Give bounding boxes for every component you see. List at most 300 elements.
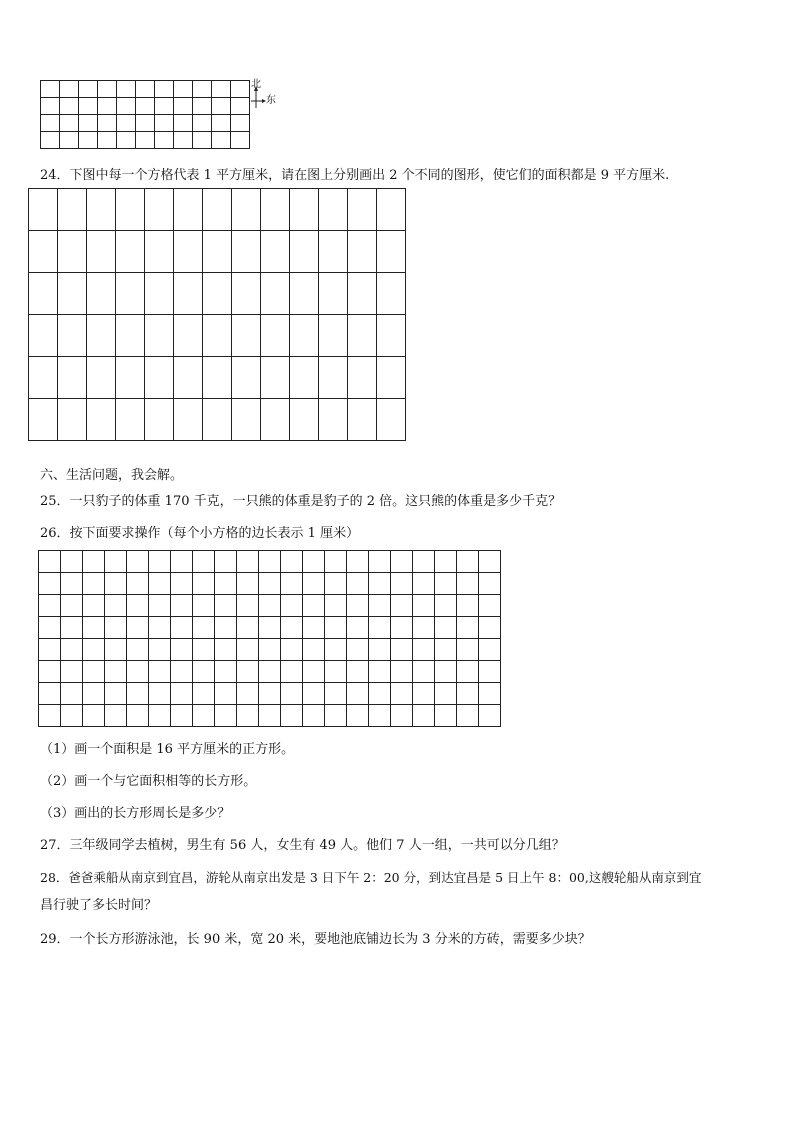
grid-cell: [127, 705, 149, 727]
grid-row: [39, 661, 501, 683]
grid-cell: [259, 595, 281, 617]
grid-cell: [58, 231, 87, 273]
grid-cell: [319, 399, 348, 441]
grid-cell: [215, 617, 237, 639]
grid-cell: [377, 315, 406, 357]
grid-cell: [215, 705, 237, 727]
grid-cell: [203, 399, 232, 441]
grid-cell: [193, 595, 215, 617]
grid-cell: [171, 705, 193, 727]
grid-row: [29, 189, 406, 231]
grid-cell: [290, 315, 319, 357]
grid-cell: [29, 357, 58, 399]
grid-cell: [319, 273, 348, 315]
grid-cell: [377, 273, 406, 315]
question-26: 26．按下面要求操作（每个小方格的边长表示 1 厘米）: [40, 526, 360, 541]
grid-cell: [237, 595, 259, 617]
grid-cell: [105, 617, 127, 639]
grid-cell: [149, 705, 171, 727]
grid-cell: [149, 683, 171, 705]
grid-row: [41, 98, 250, 115]
grid-cell: [347, 683, 369, 705]
grid-cell: [117, 98, 136, 115]
grid-cell: [117, 132, 136, 149]
grid-cell: [369, 551, 391, 573]
grid-cell: [479, 661, 501, 683]
grid-cell: [325, 661, 347, 683]
grid-cell: [281, 551, 303, 573]
grid-cell: [83, 573, 105, 595]
grid-cell: [60, 98, 79, 115]
grid-cell: [58, 357, 87, 399]
grid-cell: [171, 595, 193, 617]
grid-cell: [87, 189, 116, 231]
grid-cell: [29, 231, 58, 273]
grid-cell: [83, 705, 105, 727]
grid-row: [41, 132, 250, 149]
grid-cell: [87, 357, 116, 399]
grid-cell: [174, 273, 203, 315]
grid-cell: [60, 115, 79, 132]
grid-cell: [232, 189, 261, 231]
grid-cell: [347, 595, 369, 617]
grid-cell: [61, 661, 83, 683]
grid-cell: [261, 315, 290, 357]
grid-cell: [58, 189, 87, 231]
grid-cell: [319, 315, 348, 357]
grid-cell: [290, 231, 319, 273]
grid-cell: [98, 132, 117, 149]
grid-cell: [232, 315, 261, 357]
grid-cell: [281, 639, 303, 661]
grid-cell: [232, 357, 261, 399]
question-24: 24．下图中每一个方格代表 1 平方厘米，请在图上分别画出 2 个不同的图形，使它们的面积都是 9 平方厘米.: [40, 168, 670, 183]
compass-east-label: 东: [266, 95, 276, 106]
grid-cell: [155, 132, 174, 149]
grid-cell: [479, 705, 501, 727]
grid-row: [39, 683, 501, 705]
grid-cell: [79, 98, 98, 115]
grid-cell: [281, 617, 303, 639]
grid-cell: [369, 661, 391, 683]
grid-cell: [435, 573, 457, 595]
grid-cell: [39, 683, 61, 705]
grid-cell: [369, 573, 391, 595]
grid-cell: [61, 551, 83, 573]
grid-cell: [377, 231, 406, 273]
grid-cell: [413, 639, 435, 661]
grid-cell: [347, 705, 369, 727]
grid-cell: [319, 189, 348, 231]
grid-cell: [203, 189, 232, 231]
grid-cell: [290, 189, 319, 231]
grid-cell: [39, 639, 61, 661]
grid-cell: [413, 661, 435, 683]
grid-cell: [348, 315, 377, 357]
compass: [248, 80, 280, 112]
grid-cell: [435, 705, 457, 727]
grid-cell: [281, 661, 303, 683]
grid-cell: [127, 617, 149, 639]
grid-cell: [171, 683, 193, 705]
grid-cell: [61, 617, 83, 639]
grid-cell: [319, 357, 348, 399]
grid-cell: [117, 81, 136, 98]
grid-cell: [212, 81, 231, 98]
grid-cell: [127, 639, 149, 661]
grid-cell: [479, 617, 501, 639]
grid-cell: [391, 705, 413, 727]
grid-cell: [259, 683, 281, 705]
grid-cell: [237, 617, 259, 639]
grid-cell: [193, 617, 215, 639]
grid-cell: [174, 357, 203, 399]
grid-cell: [136, 115, 155, 132]
grid-cell: [174, 98, 193, 115]
grid-cell: [60, 132, 79, 149]
grid-cell: [457, 617, 479, 639]
grid-cell: [303, 661, 325, 683]
grid-cell: [347, 573, 369, 595]
grid-cell: [87, 273, 116, 315]
grid-cell: [391, 661, 413, 683]
grid-cell: [149, 639, 171, 661]
grid-cell: [435, 661, 457, 683]
grid-cell: [231, 115, 250, 132]
grid-cell: [203, 273, 232, 315]
grid-cell: [259, 661, 281, 683]
question-26-part-3: （3）画出的长方形周长是多少？: [40, 806, 231, 821]
grid-cell: [149, 573, 171, 595]
grid-cell: [149, 551, 171, 573]
grid-cell: [435, 683, 457, 705]
grid-cell: [174, 115, 193, 132]
grid-cell: [237, 573, 259, 595]
grid-cell: [105, 705, 127, 727]
grid-cell: [193, 81, 212, 98]
grid-cell: [413, 551, 435, 573]
grid-cell: [127, 683, 149, 705]
grid-cell: [171, 617, 193, 639]
grid-cell: [457, 573, 479, 595]
grid-cell: [203, 357, 232, 399]
grid-cell: [203, 231, 232, 273]
grid-cell: [457, 683, 479, 705]
grid-cell: [136, 81, 155, 98]
grid-cell: [155, 98, 174, 115]
grid-cell: [29, 189, 58, 231]
grid-cell: [232, 231, 261, 273]
grid-cell: [303, 573, 325, 595]
grid-cell: [193, 705, 215, 727]
grid-cell: [212, 115, 231, 132]
grid-cell: [39, 551, 61, 573]
grid-cell: [105, 683, 127, 705]
grid-cell: [149, 617, 171, 639]
grid-cell: [237, 639, 259, 661]
grid-cell: [261, 231, 290, 273]
grid-cell: [193, 661, 215, 683]
grid-row: [29, 231, 406, 273]
grid-cell: [116, 231, 145, 273]
grid-cell: [116, 189, 145, 231]
grid-cell: [83, 595, 105, 617]
grid-cell: [413, 595, 435, 617]
grid-cell: [83, 551, 105, 573]
grid-cell: [79, 115, 98, 132]
grid-cell: [61, 683, 83, 705]
grid-cell: [325, 683, 347, 705]
grid-cell: [259, 551, 281, 573]
question-28-line-1: 28．爸爸乘船从南京到宜昌，游轮从南京出发是 3 日下午 2：20 分，到达宜昌是 5 日上午 8：00,这艘轮船从南京到宜: [40, 870, 702, 885]
grid-cell: [413, 573, 435, 595]
grid-cell: [325, 551, 347, 573]
grid-row: [39, 573, 501, 595]
q26-grid: [38, 550, 501, 727]
grid-cell: [145, 357, 174, 399]
grid-cell: [105, 573, 127, 595]
grid-cell: [60, 81, 79, 98]
question-28-line-2: 昌行驶了多长时间？: [40, 898, 158, 913]
grid-cell: [348, 399, 377, 441]
grid-cell: [413, 617, 435, 639]
grid-cell: [237, 683, 259, 705]
compass-north-label: 北: [251, 79, 261, 90]
grid-cell: [348, 273, 377, 315]
grid-cell: [259, 617, 281, 639]
grid-cell: [479, 639, 501, 661]
grid-cell: [145, 315, 174, 357]
grid-cell: [348, 357, 377, 399]
section-6-title: 六、生活问题，我会解。: [40, 468, 184, 483]
grid-cell: [325, 617, 347, 639]
grid-cell: [237, 705, 259, 727]
grid-cell: [149, 661, 171, 683]
grid-cell: [171, 661, 193, 683]
grid-cell: [174, 81, 193, 98]
question-29: 29．一个长方形游泳池，长 90 米，宽 20 米，要地池底铺边长为 3 分米的方砖，需要多少块？: [40, 932, 591, 947]
grid-cell: [479, 551, 501, 573]
question-26-part-2: （2）画一个与它面积相等的长方形。: [40, 774, 257, 789]
grid-cell: [325, 595, 347, 617]
grid-cell: [98, 81, 117, 98]
grid-cell: [435, 595, 457, 617]
grid-cell: [303, 551, 325, 573]
grid-cell: [377, 357, 406, 399]
grid-cell: [41, 81, 60, 98]
grid-row: [29, 273, 406, 315]
grid-cell: [145, 189, 174, 231]
grid-cell: [231, 132, 250, 149]
grid-cell: [347, 661, 369, 683]
grid-cell: [174, 132, 193, 149]
grid-cell: [457, 595, 479, 617]
grid-cell: [281, 595, 303, 617]
grid-cell: [369, 595, 391, 617]
grid-cell: [215, 551, 237, 573]
grid-cell: [215, 683, 237, 705]
grid-cell: [136, 98, 155, 115]
grid-cell: [303, 639, 325, 661]
grid-cell: [39, 661, 61, 683]
grid-cell: [79, 132, 98, 149]
grid-cell: [171, 573, 193, 595]
grid-cell: [145, 273, 174, 315]
grid-cell: [261, 357, 290, 399]
grid-cell: [479, 683, 501, 705]
grid-cell: [281, 573, 303, 595]
grid-cell: [171, 639, 193, 661]
grid-cell: [348, 189, 377, 231]
grid-cell: [231, 81, 250, 98]
grid-cell: [203, 315, 232, 357]
grid-row: [41, 115, 250, 132]
grid-cell: [127, 661, 149, 683]
grid-cell: [87, 315, 116, 357]
grid-cell: [479, 595, 501, 617]
grid-cell: [174, 231, 203, 273]
grid-cell: [29, 315, 58, 357]
grid-cell: [29, 399, 58, 441]
grid-cell: [174, 399, 203, 441]
grid-cell: [61, 639, 83, 661]
grid-cell: [39, 573, 61, 595]
grid-cell: [39, 705, 61, 727]
grid-cell: [127, 595, 149, 617]
grid-cell: [290, 357, 319, 399]
grid-cell: [261, 189, 290, 231]
grid-cell: [369, 639, 391, 661]
grid-cell: [212, 132, 231, 149]
grid-cell: [457, 661, 479, 683]
q24-grid: [28, 188, 406, 441]
grid-cell: [171, 551, 193, 573]
grid-cell: [391, 551, 413, 573]
grid-row: [39, 705, 501, 727]
question-25: 25．一只豹子的体重 170 千克，一只熊的体重是豹子的 2 倍。这只熊的体重是多少千克？: [40, 494, 562, 509]
grid-cell: [136, 132, 155, 149]
grid-cell: [155, 81, 174, 98]
grid-cell: [174, 189, 203, 231]
grid-cell: [58, 273, 87, 315]
grid-cell: [155, 115, 174, 132]
grid-cell: [29, 273, 58, 315]
grid-cell: [116, 273, 145, 315]
question-26-part-1: （1）画一个面积是 16 平方厘米的正方形。: [40, 742, 295, 757]
grid-cell: [193, 551, 215, 573]
grid-cell: [58, 399, 87, 441]
grid-cell: [325, 639, 347, 661]
grid-cell: [87, 399, 116, 441]
grid-cell: [215, 595, 237, 617]
grid-cell: [215, 573, 237, 595]
grid-cell: [215, 661, 237, 683]
grid-cell: [369, 683, 391, 705]
grid-cell: [259, 705, 281, 727]
grid-cell: [261, 273, 290, 315]
grid-cell: [435, 639, 457, 661]
grid-cell: [457, 551, 479, 573]
grid-cell: [479, 573, 501, 595]
grid-cell: [457, 639, 479, 661]
grid-cell: [281, 683, 303, 705]
grid-cell: [83, 617, 105, 639]
grid-row: [39, 639, 501, 661]
grid-cell: [290, 399, 319, 441]
grid-cell: [391, 617, 413, 639]
grid-cell: [127, 573, 149, 595]
grid-row: [29, 399, 406, 441]
grid-cell: [303, 705, 325, 727]
grid-cell: [290, 273, 319, 315]
grid-cell: [232, 399, 261, 441]
grid-cell: [391, 683, 413, 705]
grid-cell: [127, 551, 149, 573]
grid-cell: [237, 661, 259, 683]
grid-cell: [303, 595, 325, 617]
grid-cell: [391, 573, 413, 595]
grid-cell: [232, 273, 261, 315]
grid-cell: [237, 551, 259, 573]
grid-cell: [39, 595, 61, 617]
grid-cell: [369, 705, 391, 727]
grid-cell: [259, 573, 281, 595]
grid-cell: [369, 617, 391, 639]
grid-row: [39, 595, 501, 617]
grid-cell: [413, 683, 435, 705]
grid-cell: [231, 98, 250, 115]
grid-cell: [193, 132, 212, 149]
grid-cell: [145, 231, 174, 273]
grid-cell: [79, 81, 98, 98]
grid-cell: [61, 573, 83, 595]
grid-cell: [435, 551, 457, 573]
grid-cell: [259, 639, 281, 661]
grid-cell: [281, 705, 303, 727]
grid-cell: [41, 98, 60, 115]
grid-cell: [377, 399, 406, 441]
grid-row: [39, 617, 501, 639]
grid-cell: [41, 132, 60, 149]
grid-cell: [98, 115, 117, 132]
grid-row: [29, 315, 406, 357]
grid-cell: [116, 315, 145, 357]
top-grid: [40, 80, 250, 149]
grid-cell: [116, 399, 145, 441]
grid-cell: [41, 115, 60, 132]
grid-cell: [117, 115, 136, 132]
grid-cell: [105, 639, 127, 661]
grid-cell: [193, 98, 212, 115]
grid-cell: [319, 231, 348, 273]
grid-cell: [87, 231, 116, 273]
grid-cell: [193, 573, 215, 595]
grid-cell: [61, 705, 83, 727]
grid-cell: [105, 661, 127, 683]
grid-cell: [215, 639, 237, 661]
grid-cell: [347, 639, 369, 661]
grid-cell: [325, 573, 347, 595]
grid-cell: [149, 595, 171, 617]
grid-cell: [435, 617, 457, 639]
grid-cell: [61, 595, 83, 617]
grid-cell: [347, 617, 369, 639]
question-27: 27．三年级同学去植树，男生有 56 人，女生有 49 人。他们 7 人一组，一共可以分几组？: [40, 838, 565, 853]
grid-cell: [325, 705, 347, 727]
grid-cell: [193, 115, 212, 132]
grid-cell: [377, 189, 406, 231]
grid-cell: [145, 399, 174, 441]
